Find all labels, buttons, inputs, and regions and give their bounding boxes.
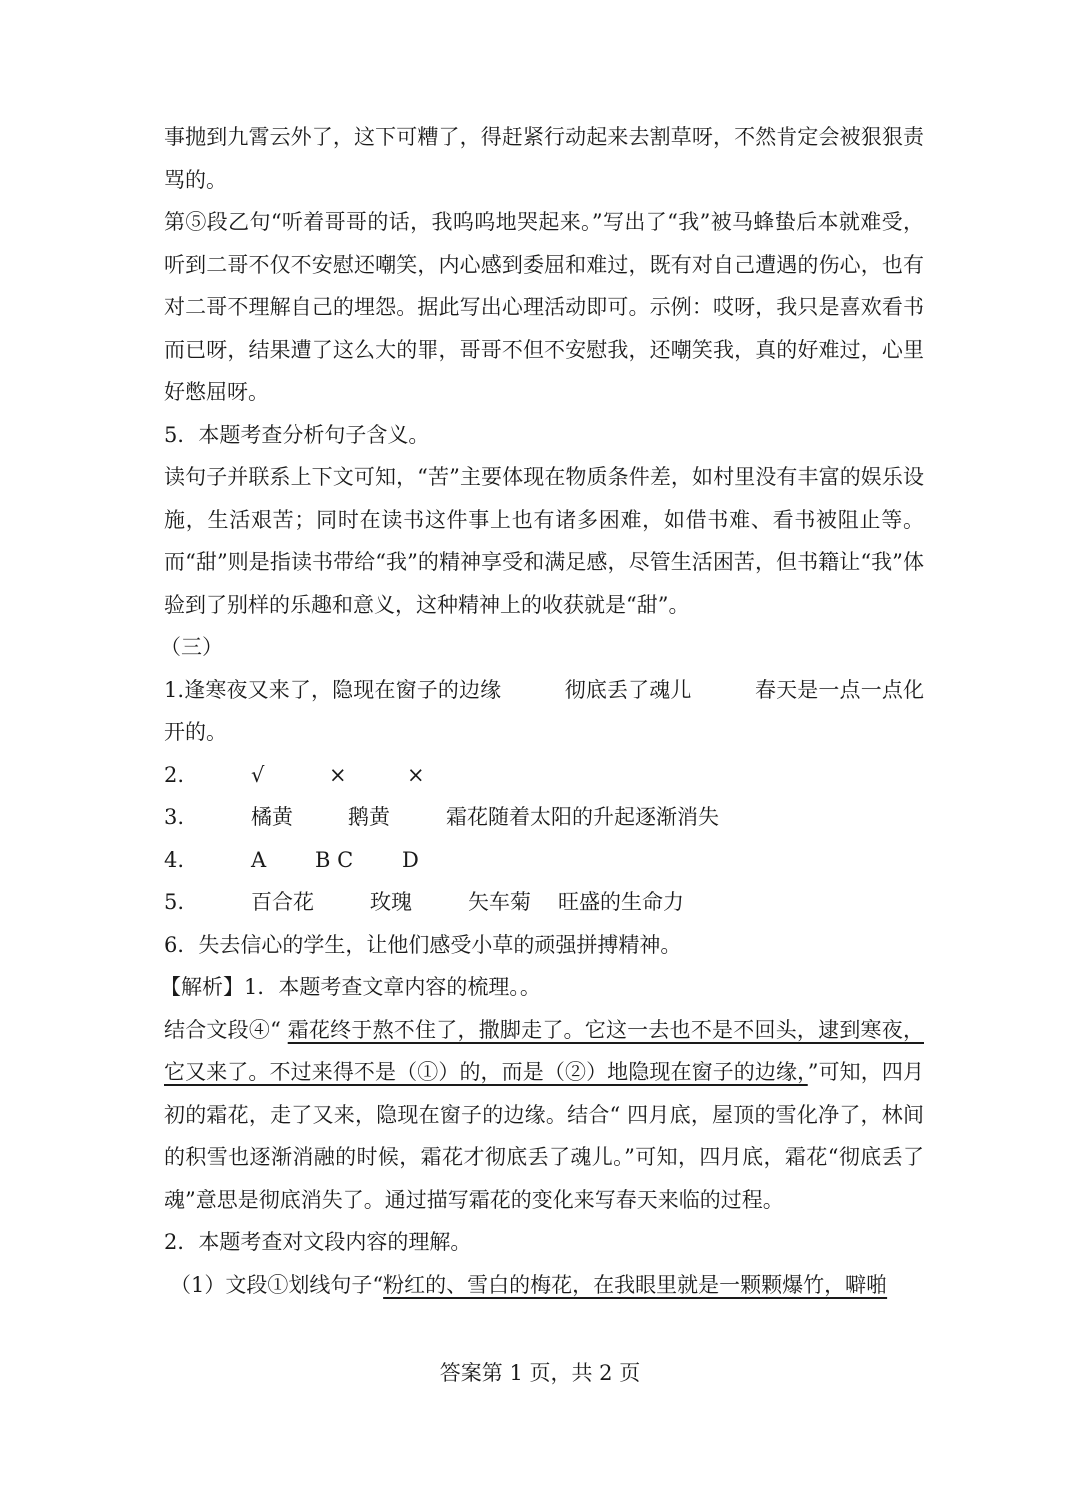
answer-number: 4.: [164, 847, 185, 872]
answer-item: B C: [315, 847, 354, 872]
answer-5: [164, 881, 924, 924]
answer-4: [164, 839, 924, 882]
answer-2: [164, 754, 924, 797]
paragraph: 读句子并联系上下文可知，“苦”主要体现在物质条件差，如村里没有丰富的娱乐设施，生活艰苦；同时在读书这件事上也有诸多困难，如借书难、看书被阻止等。而“甜”则是指读书带给“我”的精神享受和满足感，尽管生活困苦，但书籍让“我”体验到了别样的乐趣和意义，这种精神上的收获就是“甜”。: [164, 465, 924, 617]
answer-item: 霜花随着太阳的升起逐渐消失: [446, 805, 719, 829]
underlined-quote: 霜花终于熬不住了，撒脚走了。它这一去也不是不回头，逮到寒夜，它又来了。不过来得不是（①）的，而是（②）地隐现在窗子的边缘，: [164, 1017, 924, 1084]
answer-item: ×: [407, 762, 425, 787]
answer-3: [164, 796, 924, 839]
answer-item: √: [251, 762, 265, 787]
answer-item: 旺盛的生命力: [558, 890, 684, 914]
paragraph: 事抛到九霄云外了，这下可糟了，得赶紧行动起来去割草呀，不然肯定会被狠狠责骂的。: [164, 125, 924, 192]
answer-number: 2.: [164, 762, 185, 787]
answer-item: A: [251, 847, 267, 872]
question-heading: 2．本题考查对文段内容的理解。: [164, 1230, 472, 1254]
text-run: 结合文段④“: [164, 1017, 288, 1042]
analysis-paragraph: [164, 1009, 924, 1222]
answer-item: ×: [329, 762, 347, 787]
answer-item: 玫瑰: [370, 890, 412, 914]
section-heading: （三）: [160, 635, 223, 659]
text-run: ”可知，四月初的霜花，走了又来，隐现在窗子的边缘。结合“ 四月底，屋顶的雪化净了，林间的积雪也逐渐消融的时候，霜花才彻底丢了魂儿。”可知，四月底，霜花“彻底丢了魂”意思是彻底消失了。通过描写霜花的变化来写春天来临的过程。: [164, 1060, 924, 1212]
answer-number: 3.: [164, 805, 185, 829]
answer-1: 1.逢寒夜又来了，隐现在窗子的边缘 彻底丢了魂儿 春天是一点一点化开的。: [164, 677, 924, 744]
answer-number: 5.: [164, 890, 185, 914]
paragraph: 第⑤段乙句“听着哥哥的话，我呜呜地哭起来。”写出了“我”被马蜂蛰后本就难受，听到二哥不仅不安慰还嘲笑，内心感到委屈和难过，既有对自己遭遇的伤心，也有对二哥不理解自己的埋怨。据此写出心理活动即可。示例：哎呀，我只是喜欢看书而已呀，结果遭了这么大的罪，哥哥不但不安慰我，还嘲笑我，真的好难过，心里好憋屈呀。: [164, 210, 924, 404]
answer-content: [160, 116, 924, 1306]
analysis-paragraph: [170, 1264, 924, 1307]
answer-item: D: [402, 847, 419, 872]
underlined-quote: 粉红的、雪白的梅花，在我眼里就是一颗颗爆竹，噼啪: [383, 1272, 888, 1297]
answer-6: 6．失去信心的学生，让他们感受小草的顽强拼搏精神。: [164, 932, 682, 957]
question-heading: 5．本题考查分析句子含义。: [164, 422, 430, 447]
answer-item: 百合花: [251, 890, 314, 914]
answer-item: 鹅黄: [348, 805, 390, 829]
page-footer: 答案第 1 页，共 2 页: [439, 1361, 641, 1385]
answer-item: 矢车菊: [468, 890, 531, 914]
text-run: （1）文段①划线句子“: [170, 1272, 384, 1297]
analysis-heading: 【解析】1．本题考查文章内容的梳理。。: [160, 975, 541, 999]
answer-item: 橘黄: [251, 805, 293, 829]
